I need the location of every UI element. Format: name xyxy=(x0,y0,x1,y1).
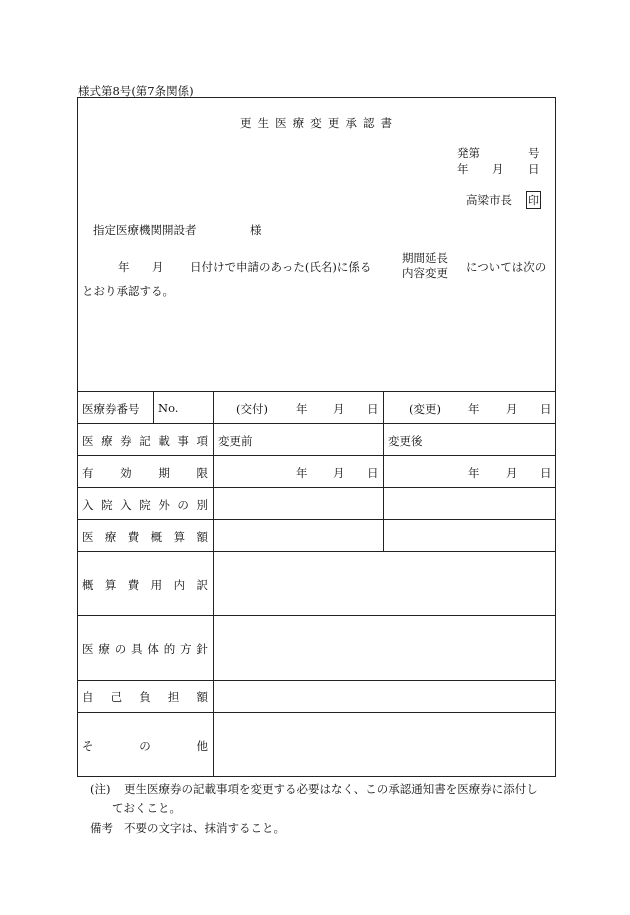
issued-year: 年 xyxy=(296,402,308,416)
self-pay-label: 自 己 負 担 額 xyxy=(82,690,208,704)
cost-breakdown-label: 概 算 費 用 内 訳 xyxy=(82,578,208,592)
after-label: 変更後 xyxy=(388,434,423,448)
date-day: 日 xyxy=(528,162,540,176)
option-change: 内容変更 xyxy=(402,266,448,280)
issue-suffix: 号 xyxy=(528,146,540,160)
before-label: 変更前 xyxy=(218,434,253,448)
changed-year: 年 xyxy=(468,402,480,416)
remark-label: 備考 xyxy=(90,821,113,835)
addressee-honorific: 様 xyxy=(250,223,262,237)
validity-month-2: 月 xyxy=(506,466,518,480)
body-text-2: については次の xyxy=(466,260,547,274)
medical-cost-label: 医 療 費 概 算 額 xyxy=(82,530,208,544)
table-line xyxy=(77,487,556,488)
policy-label: 医 療 の 具 体 的 方 針 xyxy=(82,642,208,656)
table-line xyxy=(77,391,556,392)
inpatient-label: 入 院 入 院 外 の 別 xyxy=(82,498,208,512)
ticket-no-label: 医療券番号 xyxy=(82,402,140,416)
date-month: 月 xyxy=(492,162,504,176)
validity-month-1: 月 xyxy=(333,466,345,480)
validity-year-2: 年 xyxy=(468,466,480,480)
issued-day: 日 xyxy=(367,402,379,416)
option-extend: 期間延長 xyxy=(402,251,448,265)
note-label: (注) xyxy=(90,782,111,796)
table-line xyxy=(77,519,556,520)
table-line xyxy=(77,455,556,456)
issued-month: 月 xyxy=(333,402,345,416)
ticket-items-label: 医 療 券 記 載 事 項 xyxy=(82,434,208,448)
table-line xyxy=(77,551,556,552)
issued-label: (交付) xyxy=(236,402,268,416)
changed-month: 月 xyxy=(506,402,518,416)
table-line xyxy=(77,712,556,713)
validity-day-2: 日 xyxy=(540,466,552,480)
table-line xyxy=(383,391,384,551)
table-line xyxy=(77,680,556,681)
table-line xyxy=(153,391,154,423)
table-line xyxy=(77,615,556,616)
note-text-1: 更生医療券の記載事項を変更する必要はなく、この承認通知書を医療券に添付し xyxy=(124,782,538,796)
issuer-name: 高梁市長 xyxy=(466,193,512,207)
body-text-3: とおり承認する。 xyxy=(82,284,174,298)
other-label: そ の 他 xyxy=(82,739,208,753)
changed-day: 日 xyxy=(540,402,552,416)
table-line xyxy=(77,423,556,424)
body-month: 月 xyxy=(152,260,164,274)
note-text-2: ておくこと。 xyxy=(112,801,181,815)
addressee-label: 指定医療機関開設者 xyxy=(93,223,197,237)
body-year: 年 xyxy=(118,260,130,274)
issue-prefix: 発第 xyxy=(457,146,480,160)
seal-mark: 印 xyxy=(526,191,541,209)
ticket-no-prefix: No. xyxy=(158,401,179,415)
changed-label: (変更) xyxy=(409,402,441,416)
table-line xyxy=(213,391,214,777)
validity-day-1: 日 xyxy=(367,466,379,480)
validity-year-1: 年 xyxy=(296,466,308,480)
validity-label: 有 効 期 限 xyxy=(82,466,208,480)
remark-text: 不要の文字は、抹消すること。 xyxy=(124,821,285,835)
body-text: 日付けで申請のあった(氏名)に係る xyxy=(190,260,372,274)
form-number: 様式第8号(第7条関係) xyxy=(78,84,194,98)
page-title: 更 生 医 療 変 更 承 認 書 xyxy=(240,116,392,130)
date-year: 年 xyxy=(457,162,469,176)
